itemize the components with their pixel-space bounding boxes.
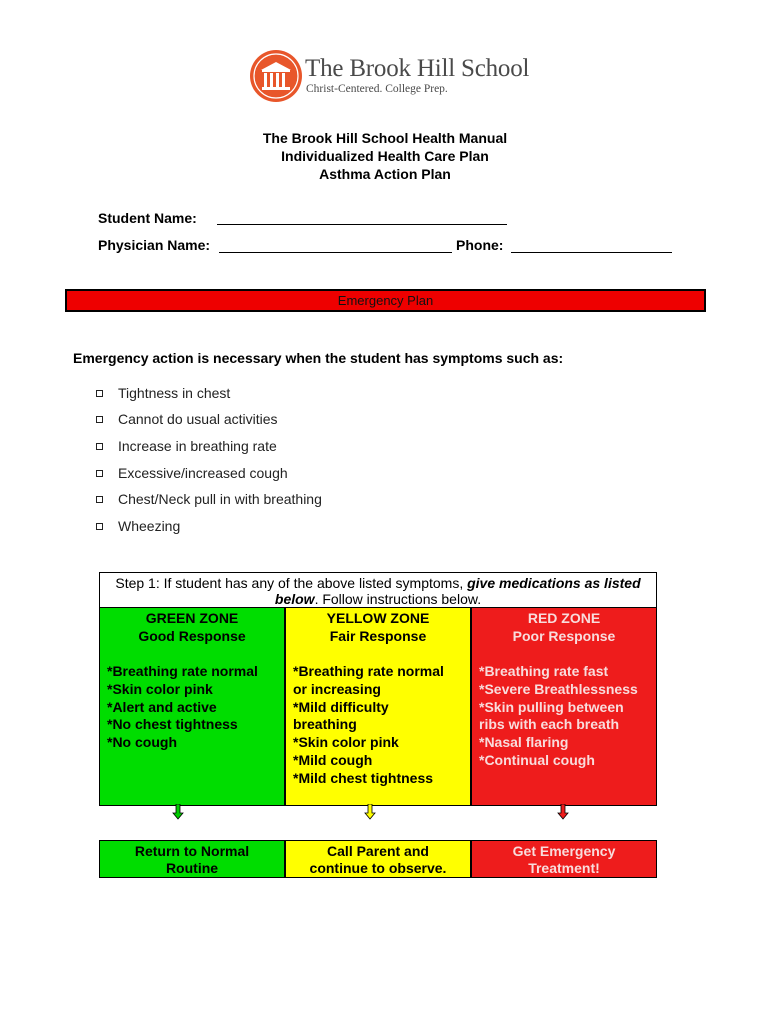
physician-name-field[interactable]	[219, 252, 452, 253]
plan-subtitle: Individualized Health Care Plan	[281, 148, 489, 164]
step1-emphasis: give medications as listed below	[274, 575, 641, 607]
yellow-zone-action	[285, 840, 471, 878]
checkbox-icon[interactable]	[96, 416, 103, 423]
green-down-arrow-icon	[172, 804, 184, 820]
zone-item: *No cough	[107, 734, 177, 751]
student-name-label: Student Name:	[98, 210, 197, 226]
yellow-zone-subtitle: Fair Response	[329, 628, 427, 644]
green-zone	[99, 607, 285, 806]
red-zone-subtitle: Poor Response	[512, 628, 616, 644]
zone-item: *Breathing rate fast	[479, 663, 609, 679]
school-tagline: Christ-Centered. College Prep.	[306, 83, 448, 95]
zone-item: *Mild chest tightness	[293, 769, 434, 786]
green-zone-title: GREEN ZONE	[145, 610, 239, 626]
green-zone-symptoms	[107, 663, 258, 752]
zone-item: *Skin pulling between	[479, 698, 624, 715]
phone-field[interactable]	[511, 252, 672, 253]
school-building-seal-icon	[249, 49, 303, 103]
zone-item: *Skin color pink	[293, 734, 399, 751]
yellow-zone	[285, 607, 471, 806]
checkbox-icon[interactable]	[96, 470, 103, 477]
yellow-zone-title: YELLOW ZONE	[326, 610, 430, 626]
checkbox-icon[interactable]	[96, 390, 103, 397]
emergency-plan-banner: Emergency Plan	[65, 289, 706, 312]
red-down-arrow-icon	[557, 804, 569, 820]
yellow-action-line1: Call Parent and	[327, 843, 429, 859]
step1-prefix: Step 1: If student has any of the above listed symptoms,	[115, 575, 468, 591]
symptom-label: Cannot do usual activities	[118, 411, 278, 427]
yellow-zone-symptoms	[293, 663, 444, 788]
zone-item: *Continual cough	[479, 751, 595, 768]
symptom-label: Increase in breathing rate	[118, 438, 277, 454]
zone-item: *Breathing rate normal	[293, 663, 444, 679]
symptom-label: Excessive/increased cough	[118, 465, 288, 481]
zone-item: *No chest tightness	[107, 716, 238, 733]
emergency-lead-text: Emergency action is necessary when the student has symptoms such as:	[73, 350, 564, 366]
asthma-plan-title: Asthma Action Plan	[319, 166, 451, 182]
red-zone	[471, 607, 657, 806]
red-zone-symptoms	[479, 663, 638, 770]
checkbox-icon[interactable]	[96, 523, 103, 530]
red-zone-action	[471, 840, 657, 878]
zone-item: *Alert and active	[107, 698, 217, 715]
red-action-line2: Treatment!	[528, 860, 600, 876]
student-name-field[interactable]	[217, 224, 507, 225]
green-action-line2: Routine	[165, 860, 219, 876]
zone-item: *Mild cough	[293, 751, 373, 768]
school-name: The Brook Hill School	[305, 55, 530, 82]
green-zone-action	[99, 840, 285, 878]
physician-name-label: Physician Name:	[98, 237, 211, 253]
zone-item: *Skin color pink	[107, 680, 213, 697]
symptom-label: Chest/Neck pull in with breathing	[118, 491, 322, 507]
school-logo	[249, 49, 539, 105]
zone-item: *Severe Breathlessness	[479, 680, 638, 697]
symptom-label: Wheezing	[118, 518, 181, 534]
checkbox-icon[interactable]	[96, 443, 103, 450]
zone-item: *Nasal flaring	[479, 734, 569, 751]
checkbox-icon[interactable]	[96, 496, 103, 503]
zone-item: or increasing	[293, 680, 381, 697]
zone-item: breathing	[293, 716, 357, 733]
zone-item: *Breathing rate normal	[107, 663, 258, 679]
zone-item: *Mild difficulty	[293, 698, 389, 715]
step1-instruction	[99, 572, 657, 608]
green-zone-subtitle: Good Response	[138, 628, 246, 644]
phone-label: Phone:	[456, 237, 504, 253]
yellow-down-arrow-icon	[364, 804, 376, 820]
green-action-line1: Return to Normal	[134, 843, 250, 859]
zone-item: ribs with each breath	[479, 716, 620, 733]
yellow-action-line2: continue to observe.	[309, 860, 447, 876]
symptom-label: Tightness in chest	[118, 385, 231, 401]
red-zone-title: RED ZONE	[527, 610, 601, 626]
step1-suffix: . Follow instructions below.	[314, 591, 482, 607]
manual-title: The Brook Hill School Health Manual	[262, 130, 508, 146]
red-action-line1: Get Emergency	[512, 843, 616, 859]
